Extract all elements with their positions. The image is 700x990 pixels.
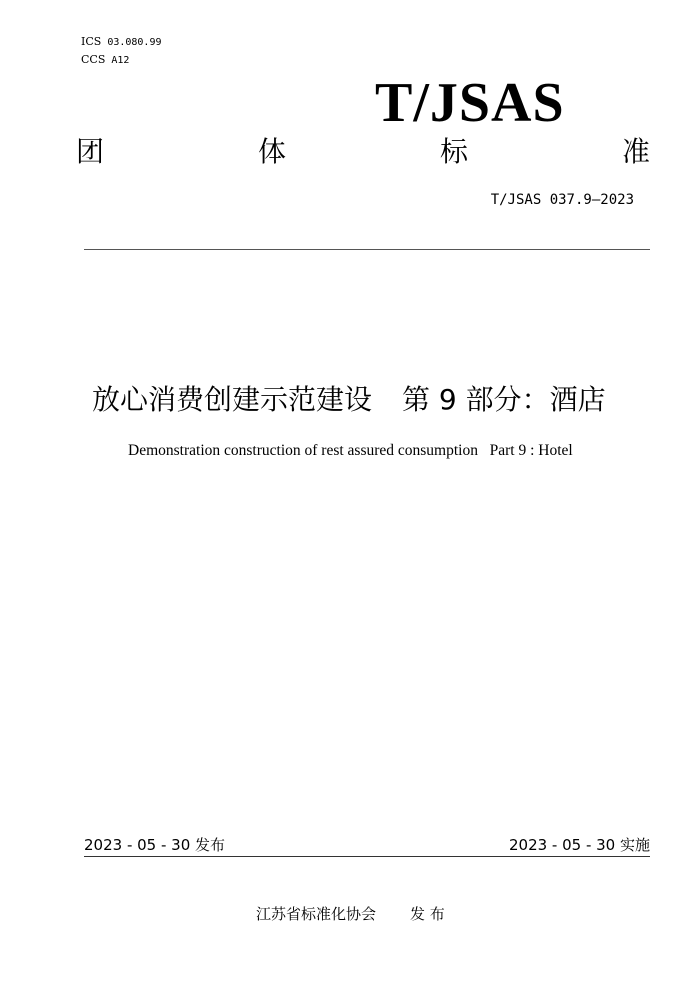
ics-code: 03.080.99: [107, 37, 162, 48]
header-divider: [84, 249, 650, 250]
english-title: Demonstration construction of rest assured consumption Part 9 : Hotel: [128, 442, 573, 459]
ccs-code: A12: [111, 55, 130, 66]
standard-brand-logo: T/JSAS: [375, 72, 565, 134]
issuer: [256, 903, 445, 925]
standard-type-char: 体: [257, 135, 286, 168]
chinese-title-part: 第 9 部分：酒店: [402, 383, 606, 416]
ccs-classification: [81, 51, 129, 70]
chinese-title: [92, 378, 652, 422]
standard-type-char: 标: [439, 135, 468, 168]
ccs-label: CCS: [81, 53, 106, 66]
standard-number: T/JSAS 037.9—2023: [490, 192, 634, 208]
chinese-title-main: 放心消费创建示范建设: [92, 383, 373, 416]
issuer-name: 江苏省标准化协会: [256, 905, 377, 923]
ics-classification: [81, 33, 162, 52]
footer-divider: [84, 856, 650, 857]
ics-label: ICS: [81, 35, 102, 48]
issuer-action: 发 布: [410, 905, 445, 923]
issue-date: 2023 - 05 - 30 发布: [84, 836, 226, 854]
standard-type-char: 准: [621, 135, 650, 168]
implementation-date: 2023 - 05 - 30 实施: [508, 836, 650, 854]
standard-type-heading: [76, 134, 650, 170]
standard-type-char: 团: [76, 135, 105, 168]
